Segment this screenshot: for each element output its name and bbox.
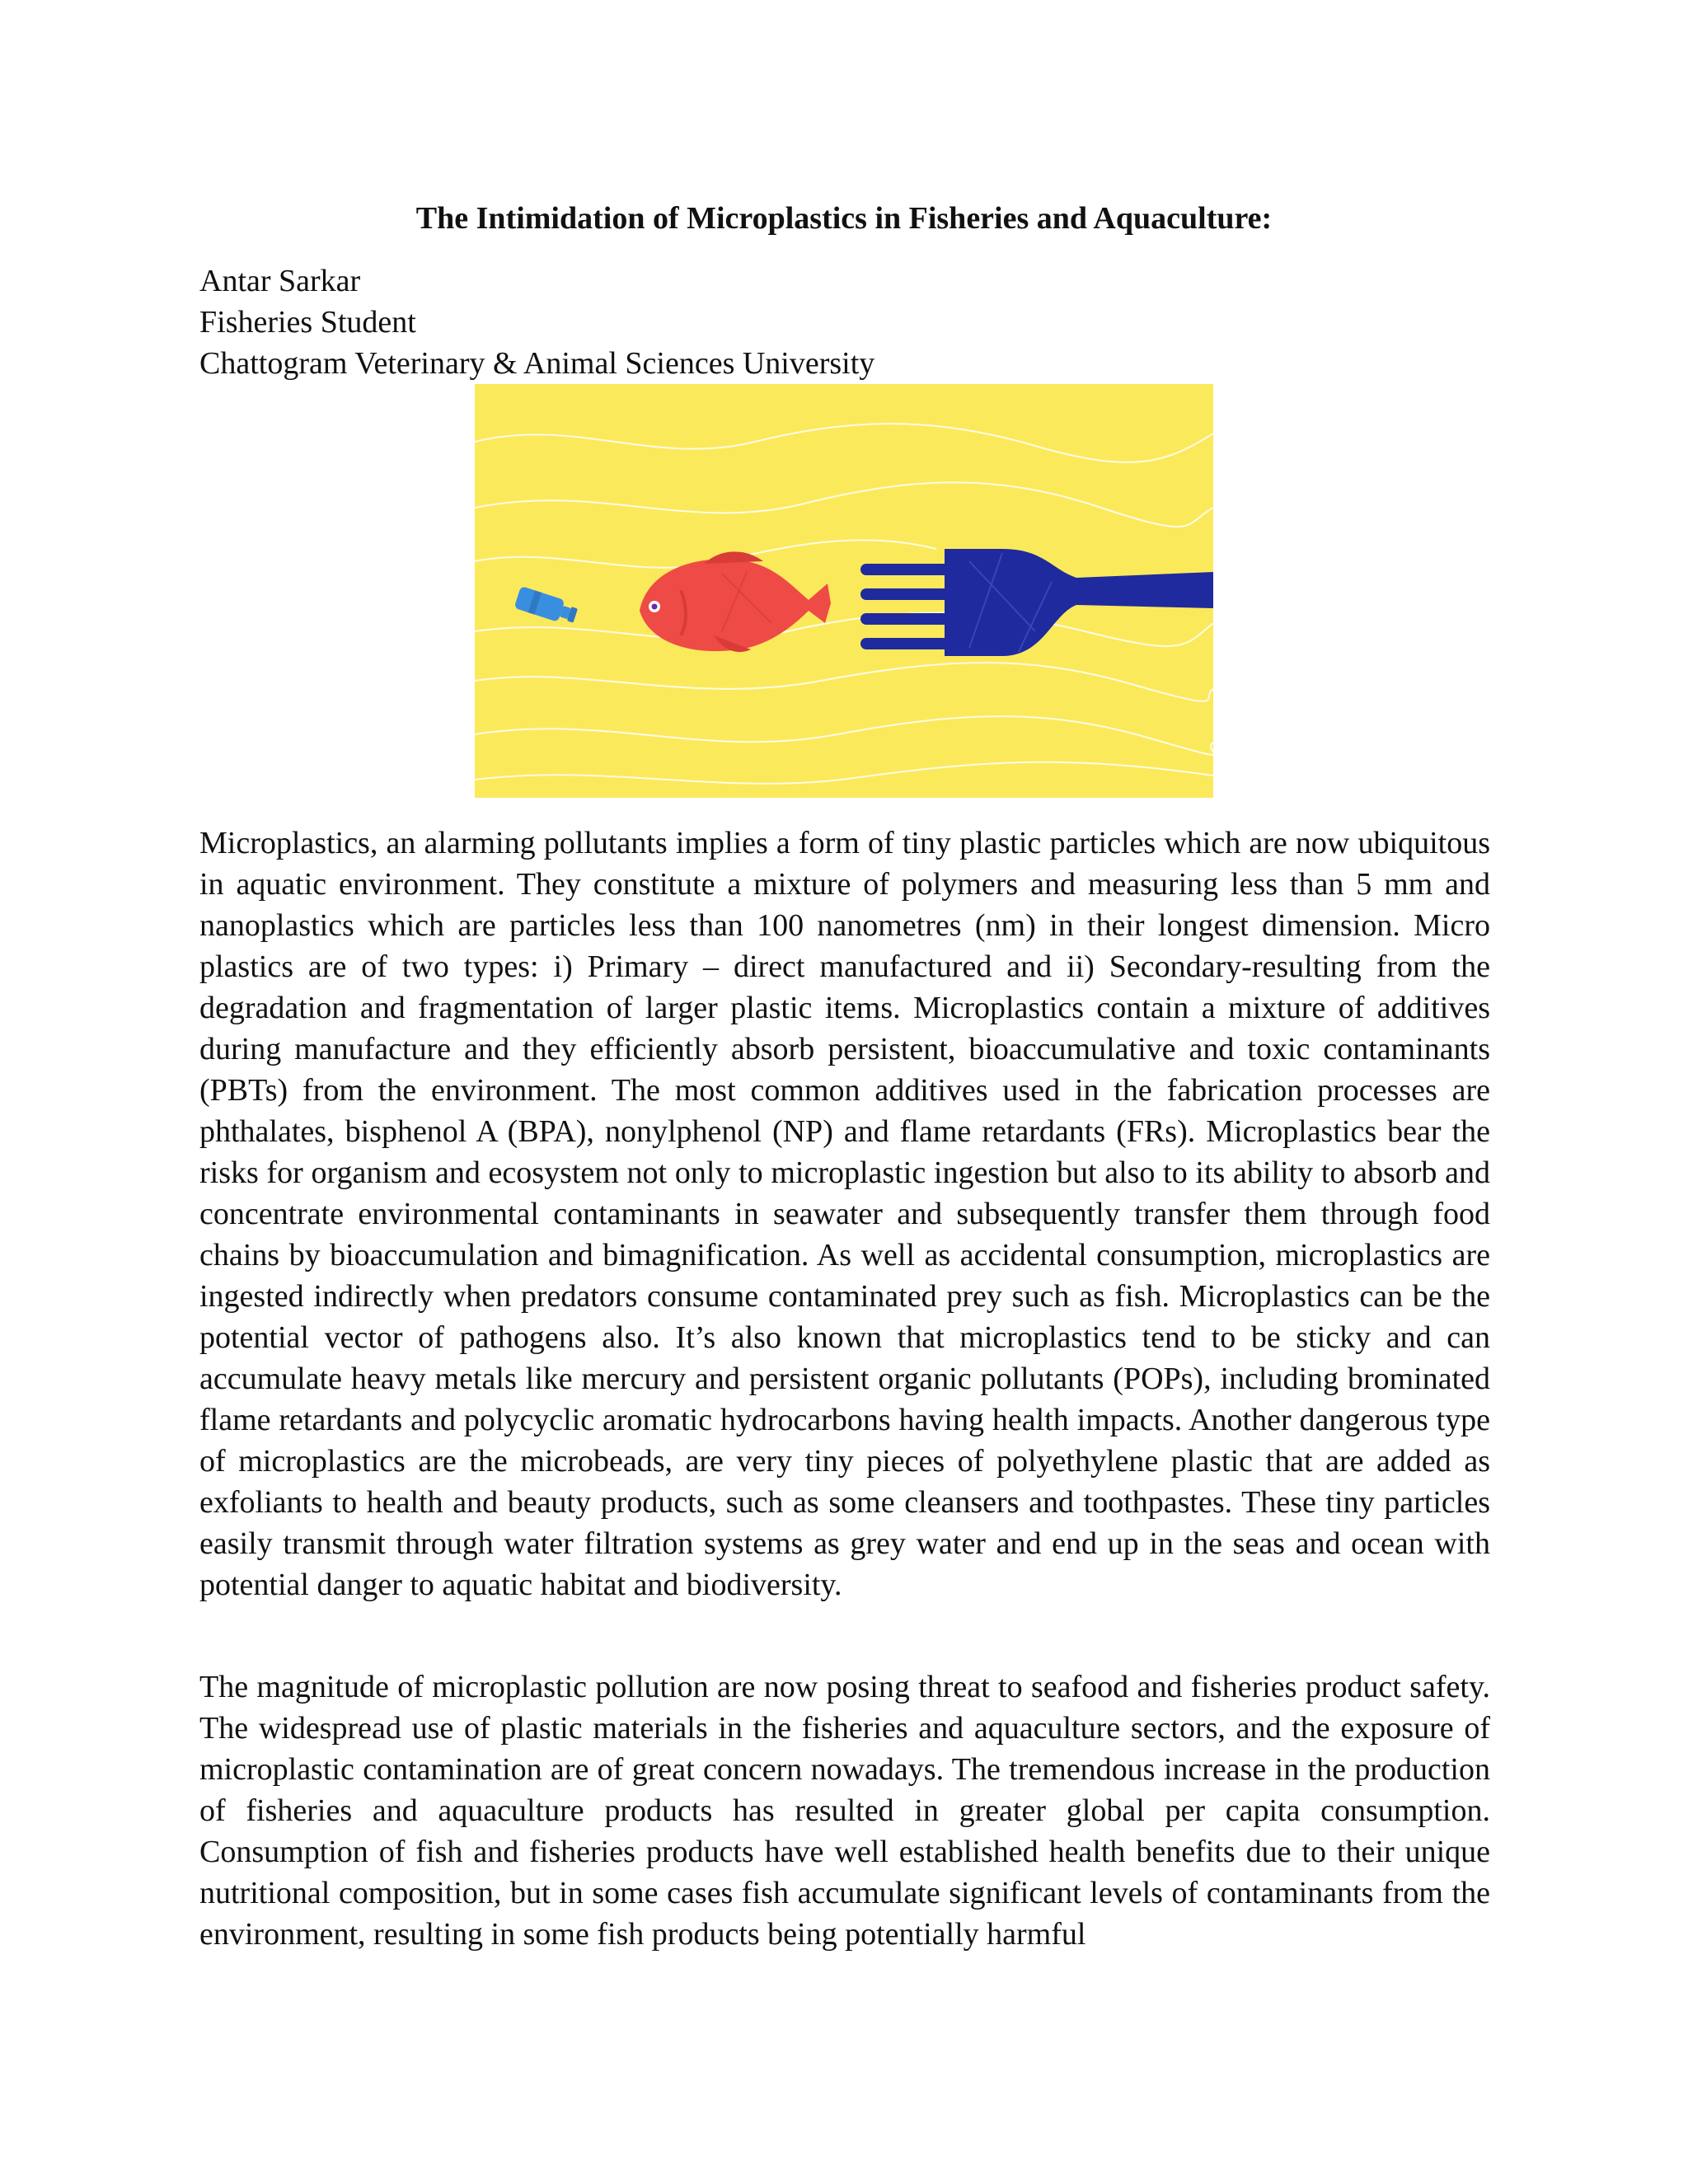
author-block <box>199 260 874 384</box>
author-name: Antar Sarkar <box>199 264 361 298</box>
author-role: Fisheries Student <box>199 305 416 340</box>
body-paragraph: Microplastics, an alarming pollutants implies a form of tiny plastic particles which are now ubiquitous in aquatic environment. They constitute a mixture of polymers and measuring less than 5 mm and nanoplastics which are particles less than 100 nanometres (nm) in their longest dimension. Micro plastics are of two types: i) Primary – direct manufactured and ii) Secondary-resulting from the degradation and fragmentation of larger plastic items. Microplastics contain a mixture of additives during manufacture and they efficiently absorb persistent, bioaccumulative and toxic contaminants (PBTs) from the environment. The most common additives used in the fabrication processes are phthalates, bisphenol A (BPA), nonylphenol (NP) and flame retardants (FRs). Microplastics bear the risks for organism and ecosystem not only to microplastic ingestion but also to its ability to absorb and concentrate environmental contaminants in seawater and subsequently transfer them through food chains by bioaccumulation and bimagnification. As well as accidental consumption, microplastics are ingested indirectly when predators consume contaminated prey such as fish. Microplastics can be the potential vector of pathogens also. It’s also known that microplastics tend to be sticky and can accumulate heavy metals like mercury and persistent organic pollutants (POPs), including brominated flame retardants and polycyclic aromatic hydrocarbons having health impacts. Another dangerous type of microplastics are the microbeads, are very tiny pieces of polyethylene plastic that are added as exfoliants to health and beauty products, such as some cleansers and toothpastes. These tiny particles easily transmit through water filtration systems as grey water and end up in the seas and ocean with potential danger to aquatic habitat and biodiversity. <box>199 826 1490 1602</box>
document-title: The Intimidation of Microplastics in Fisheries and Aquaculture: <box>415 201 1273 236</box>
author-affiliation: Chattogram Veterinary & Animal Sciences University <box>199 346 875 381</box>
illustration <box>475 384 1213 798</box>
body-paragraph: The magnitude of microplastic pollution are now posing threat to seafood and fisheries product safety. The widespread use of plastic materials in the fisheries and aquaculture sectors, and the exposure of microplastic contamination are of great concern nowadays. The tremendous increase in the production of fisheries and aquaculture products has resulted in greater global per capita consumption. Consumption of fish and fisheries products have well established health benefits due to their unique nutritional composition, but in some cases fish accumulate significant levels of contaminants from the environment, resulting in some fish products being potentially harmful <box>199 1670 1490 1952</box>
